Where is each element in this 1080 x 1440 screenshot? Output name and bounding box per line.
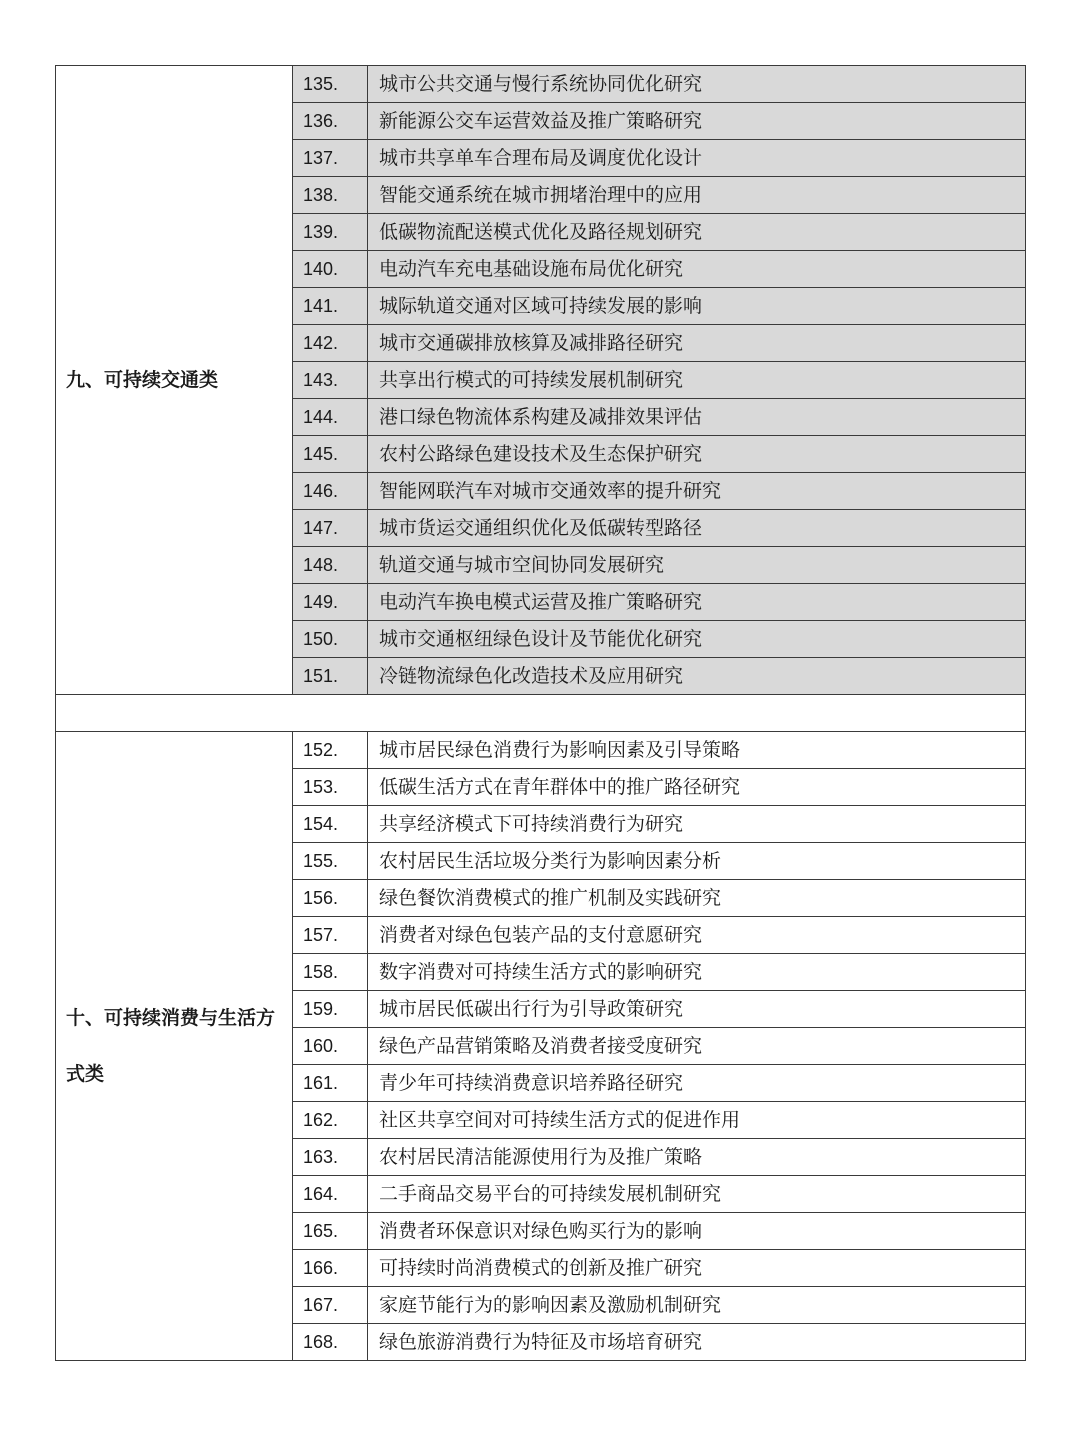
section-sustainable-transport [56, 66, 1026, 695]
topic-title: 社区共享空间对可持续生活方式的促进作用 [368, 1102, 1026, 1139]
topic-title: 农村居民生活垃圾分类行为影响因素分析 [368, 843, 1026, 880]
topic-number: 157. [293, 917, 368, 954]
section-sustainable-consumption [56, 732, 1026, 1361]
topic-title: 消费者对绿色包装产品的支付意愿研究 [368, 917, 1026, 954]
topic-title: 港口绿色物流体系构建及减排效果评估 [368, 399, 1026, 436]
topic-title: 城市共享单车合理布局及调度优化设计 [368, 140, 1026, 177]
topic-number: 155. [293, 843, 368, 880]
topic-title: 智能交通系统在城市拥堵治理中的应用 [368, 177, 1026, 214]
topic-number: 152. [293, 732, 368, 769]
topic-number: 150. [293, 621, 368, 658]
topic-number: 146. [293, 473, 368, 510]
topic-number: 136. [293, 103, 368, 140]
topic-title: 城市公共交通与慢行系统协同优化研究 [368, 66, 1026, 103]
topic-number: 160. [293, 1028, 368, 1065]
topic-number: 159. [293, 991, 368, 1028]
topic-title: 家庭节能行为的影响因素及激励机制研究 [368, 1287, 1026, 1324]
topic-number: 147. [293, 510, 368, 547]
separator-row [56, 695, 1026, 732]
topic-title: 消费者环保意识对绿色购买行为的影响 [368, 1213, 1026, 1250]
topic-title: 低碳物流配送模式优化及路径规划研究 [368, 214, 1026, 251]
topic-number: 153. [293, 769, 368, 806]
category-heading: 九、可持续交通类 [56, 66, 293, 695]
topic-title: 城市居民低碳出行行为引导政策研究 [368, 991, 1026, 1028]
topic-title: 共享经济模式下可持续消费行为研究 [368, 806, 1026, 843]
topic-number: 144. [293, 399, 368, 436]
topic-title: 可持续时尚消费模式的创新及推广研究 [368, 1250, 1026, 1287]
topic-number: 141. [293, 288, 368, 325]
topic-number: 154. [293, 806, 368, 843]
topic-number: 166. [293, 1250, 368, 1287]
topic-title: 共享出行模式的可持续发展机制研究 [368, 362, 1026, 399]
topic-title: 城市居民绿色消费行为影响因素及引导策略 [368, 732, 1026, 769]
topic-number: 156. [293, 880, 368, 917]
topic-title: 农村公路绿色建设技术及生态保护研究 [368, 436, 1026, 473]
topic-title: 电动汽车充电基础设施布局优化研究 [368, 251, 1026, 288]
topic-number: 161. [293, 1065, 368, 1102]
topics-table [55, 65, 1026, 1361]
topic-title: 绿色旅游消费行为特征及市场培育研究 [368, 1324, 1026, 1361]
topic-title: 电动汽车换电模式运营及推广策略研究 [368, 584, 1026, 621]
topic-row [56, 732, 1026, 769]
topic-number: 145. [293, 436, 368, 473]
topic-number: 151. [293, 658, 368, 695]
topic-title: 二手商品交易平台的可持续发展机制研究 [368, 1176, 1026, 1213]
category-heading: 十、可持续消费与生活方式类 [56, 732, 293, 1361]
topics-page [55, 65, 1025, 1361]
topic-title: 青少年可持续消费意识培养路径研究 [368, 1065, 1026, 1102]
topic-number: 135. [293, 66, 368, 103]
topic-number: 143. [293, 362, 368, 399]
topic-number: 137. [293, 140, 368, 177]
topic-title: 新能源公交车运营效益及推广策略研究 [368, 103, 1026, 140]
section-separator [56, 695, 1026, 732]
topic-title: 城市交通碳排放核算及减排路径研究 [368, 325, 1026, 362]
topic-title: 智能网联汽车对城市交通效率的提升研究 [368, 473, 1026, 510]
topic-title: 城市货运交通组织优化及低碳转型路径 [368, 510, 1026, 547]
topic-number: 149. [293, 584, 368, 621]
topic-number: 167. [293, 1287, 368, 1324]
topic-row [56, 66, 1026, 103]
topic-title: 轨道交通与城市空间协同发展研究 [368, 547, 1026, 584]
topic-number: 148. [293, 547, 368, 584]
topic-number: 140. [293, 251, 368, 288]
topic-title: 农村居民清洁能源使用行为及推广策略 [368, 1139, 1026, 1176]
topic-title: 绿色产品营销策略及消费者接受度研究 [368, 1028, 1026, 1065]
topic-number: 142. [293, 325, 368, 362]
topic-number: 165. [293, 1213, 368, 1250]
topic-number: 138. [293, 177, 368, 214]
topic-title: 低碳生活方式在青年群体中的推广路径研究 [368, 769, 1026, 806]
topic-title: 绿色餐饮消费模式的推广机制及实践研究 [368, 880, 1026, 917]
topic-title: 冷链物流绿色化改造技术及应用研究 [368, 658, 1026, 695]
topic-title: 数字消费对可持续生活方式的影响研究 [368, 954, 1026, 991]
topic-title: 城际轨道交通对区域可持续发展的影响 [368, 288, 1026, 325]
topic-title: 城市交通枢纽绿色设计及节能优化研究 [368, 621, 1026, 658]
topic-number: 163. [293, 1139, 368, 1176]
topic-number: 164. [293, 1176, 368, 1213]
topic-number: 158. [293, 954, 368, 991]
topic-number: 168. [293, 1324, 368, 1361]
topic-number: 162. [293, 1102, 368, 1139]
topic-number: 139. [293, 214, 368, 251]
